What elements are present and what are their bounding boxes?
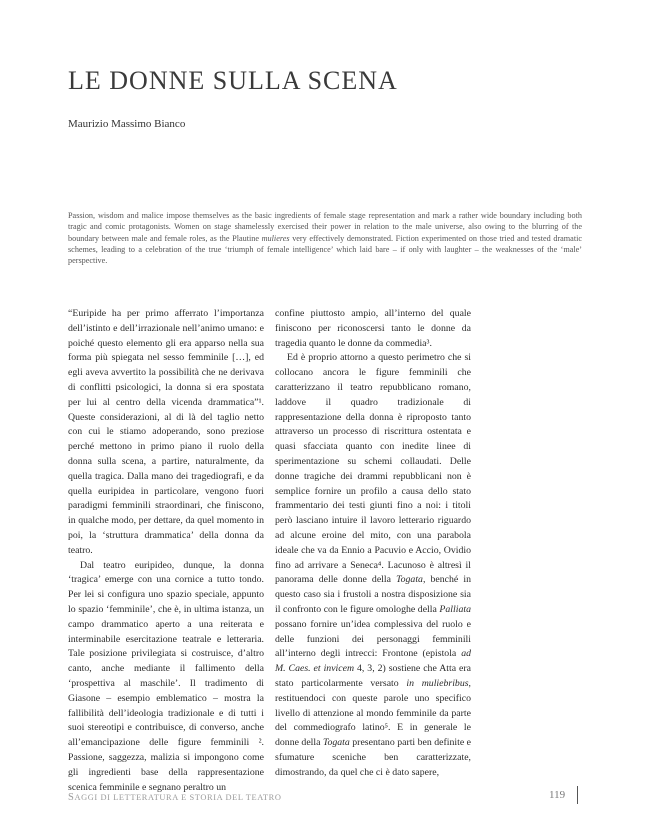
author-name: Maurizio Massimo Bianco <box>68 118 186 130</box>
abstract-text: very effectively demonstrated. Fiction experimented on those tried and tested dramatic schemes, leading to a celebration of the true ‘triumph of female intelligence’ which laid bare – if only with laughter – the weaknesses of the ‘male’ perspective. <box>68 233 582 266</box>
abstract <box>68 210 582 266</box>
italic-term: in muliebribus <box>406 677 469 689</box>
text-run: possano fornire un’idea complessiva del ruolo e delle funzioni dei personaggi femminili all’interno degli intrecci: Frontone (epistola <box>275 618 471 660</box>
paragraph: confine piuttosto ampio, all’interno del quale finiscono per riconoscersi tanto le donne da tragedia quanto le donne da commedia³. <box>275 308 471 349</box>
paragraph <box>275 351 471 780</box>
abstract-italic-term: mulieres <box>261 233 290 243</box>
article-title: LE DONNE SULLA SCENA <box>68 66 398 95</box>
italic-term: Togata <box>396 574 423 586</box>
paragraph: “Euripide ha per primo afferrato l’importanza dell’istinto e dell’irrazionale nell’animo umano: e poiché questo elemento gli era apparso nella sua forma più spiegata nel sesso femminile […], ed egli aveva avvertito la possibilità che ne derivava di conflitti psicologici, la donna si era spostata per lui al centro della vicenda drammatica”¹. Queste considerazioni, al di là del taglio netto con cui le stiamo adoperando, sono preziose perché mettono in primo piano il ruolo della donna sulla scena, a partire, naturalmente, da quella tragica. Dalla mano dei tragediografi, e da quella euripidea in particolare, vengono fuori paradigmi femminili straordinari, che finiscono, in qualche modo, per dettare, da quel momento in poi, la ‘struttura drammatica’ della donna da teatro. <box>68 308 264 556</box>
text-run: , restituendoci con queste parole uno specifico livello di attenzione al mondo femminile da parte del commediografo latino⁵. E in generale le donne della <box>275 677 471 749</box>
page-number-rule <box>577 786 578 804</box>
text-run: Ed è proprio attorno a questo perimetro che si collocano ancora le figure femminili che caratterizzano il teatro repubblicano romano, laddove il quadro tradizionale di rappresentazione della donna è riproposto tanto attraverso un processo di riscrittura ostentata e quasi sfacciata quanto con inedite linee di sperimentazione su schemi collaudati. Delle donne tragiche dei drammi repubblicani non è semplice fornire un profilo a causa dello stato frammentario dei testi giunti fino a noi: i titoli però lasciano intuire il lavoro letterario riguardo ad alcune eroine del mito, con una parabola ideale che va da Ennio a Pacuvio e Accio, Ovidio fino ad arrivare a Seneca⁴. Lacunoso è altresì il panorama delle donne della <box>275 352 471 586</box>
running-footer-journal: SAGGI DI LETTERATURA E STORIA DEL TEATRO <box>68 792 282 803</box>
italic-term: Togata <box>322 737 350 749</box>
text-run: presentano parti ben definite e sfumature sceniche ben caratterizzate, dimostrando, da quel che ci è dato sapere, <box>275 737 471 778</box>
body-column-left <box>68 307 264 795</box>
body-column-right <box>275 307 471 781</box>
paragraph: Dal teatro euripideo, dunque, la donna ‘tragica’ emerge con una cornice a tutto tondo. Per lei si configura uno spazio speciale, appunto lo spazio ‘femminile’, che è, in ultima istanza, un campo drammatico aperto a una reiterata e interminabile esercitazione teatrale e letteraria. Tale posizione privilegiata si costruisce, d’altro canto, anche mediante il fallimento della ‘prospettiva al maschile’. Il tradimento di Giasone – esempio emblematico – mostra la fallibilità dell’ideologia tradizionale e di tutti i suoi stereotipi e contribuisce, di converso, anche all’emancipazione delle figure femminili ². Passione, saggezza, malizia si impongono come gli ingredienti base della rappresentazione scenica femminile e segnano peraltro un <box>68 559 264 793</box>
abstract-text: Passion, wisdom and malice impose themselves as the basic ingredients of female stage representation and mark a rather wide boundary including both tragic and comic protagonists. Women on stage shamelessly exercised their power in relation to the male universe, also owing to the blurring of the boundary between male and female roles, as the Plautine <box>68 211 582 243</box>
page-number: 119 <box>549 789 566 801</box>
text-run: 4, 3, 2) sostiene che Atta era stato particolarmente versato <box>275 663 471 689</box>
text-run: , benché in questo caso sia i frustoli a nostra disposizione sia il confronto con le figure omologhe della <box>275 574 471 615</box>
italic-term: ad M. Caes. et invicem <box>275 648 471 675</box>
italic-term: Palliata <box>439 603 471 615</box>
